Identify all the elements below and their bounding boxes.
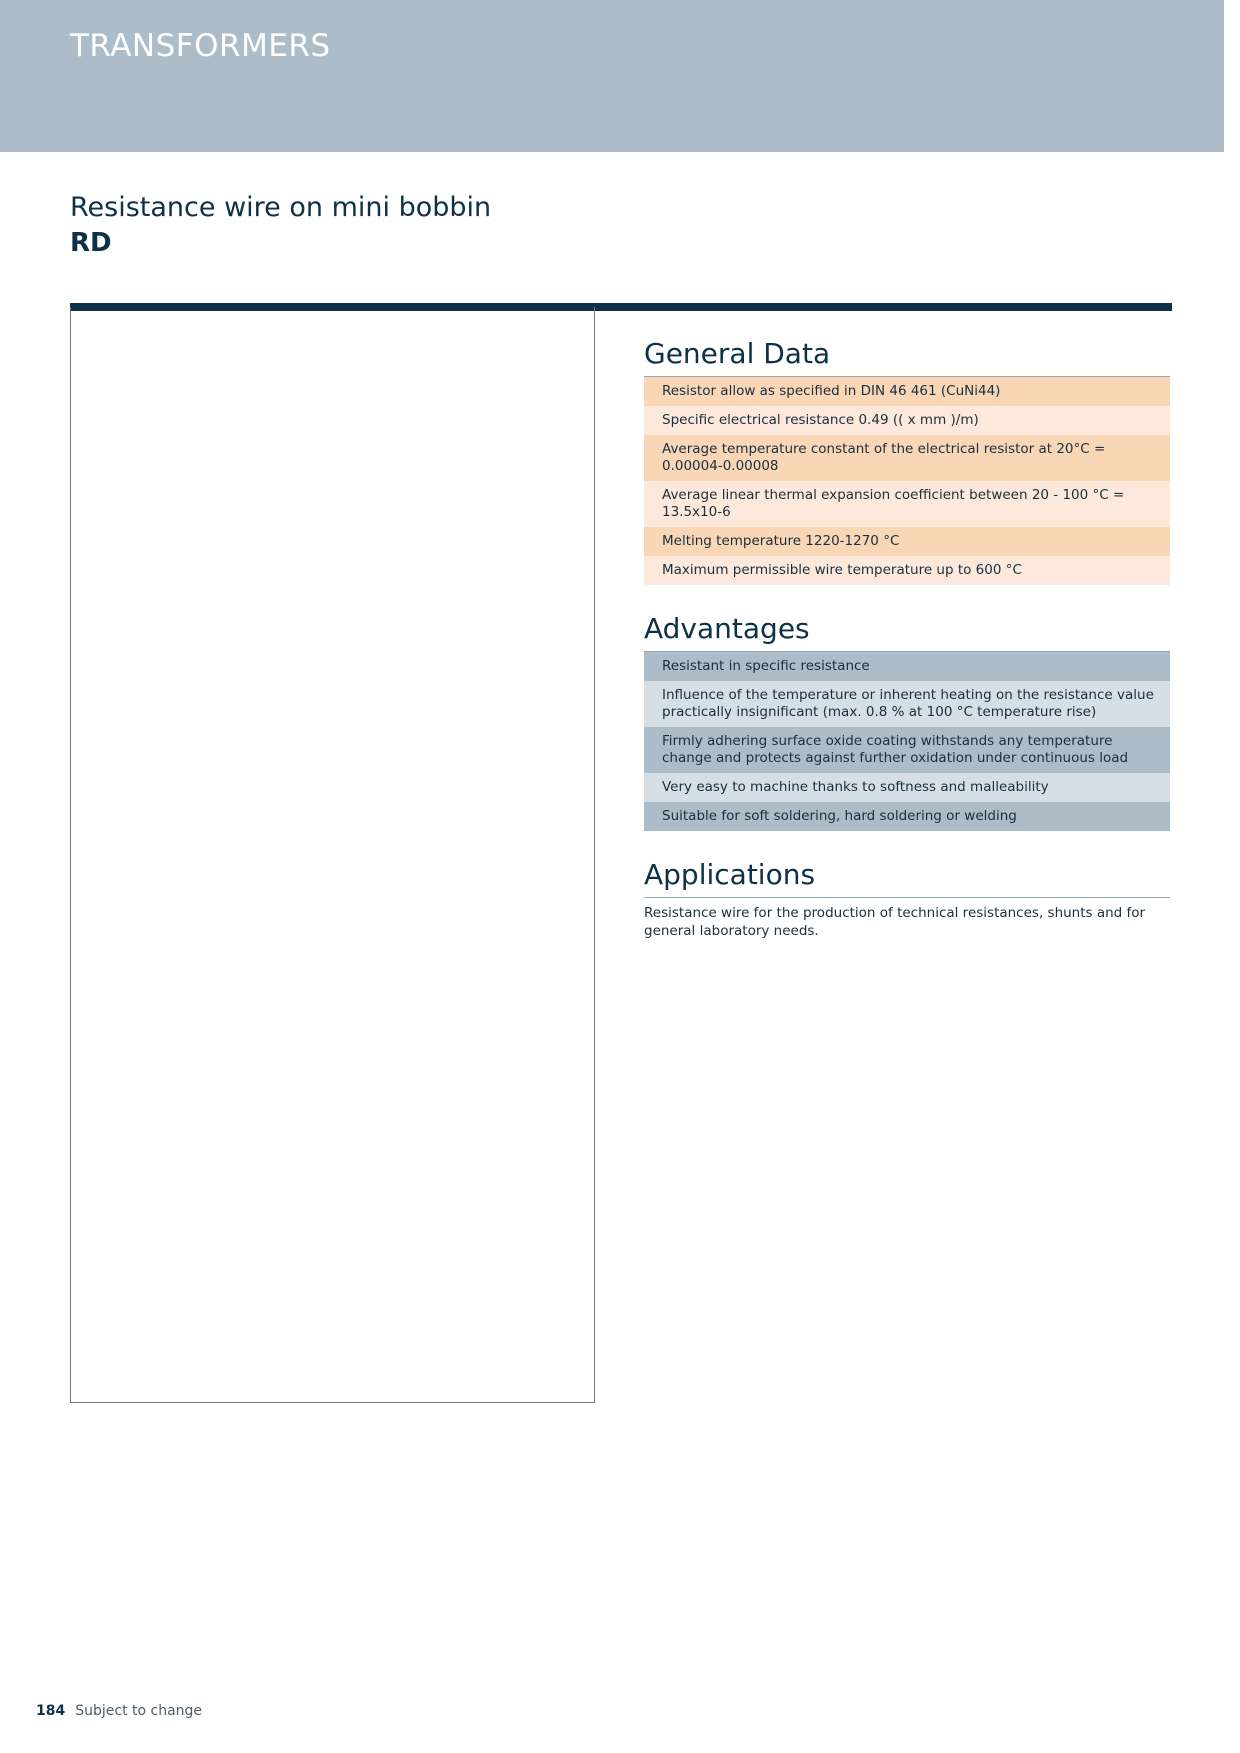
general-data-row: Resistor allow as specified in DIN 46 461 (CuNi44) — [644, 377, 1170, 406]
general-data-row: Maximum permissible wire temperature up to 600 °C — [644, 556, 1170, 585]
product-image-frame — [70, 307, 595, 1403]
general-data-heading: General Data — [644, 336, 1170, 377]
page-footer — [36, 1703, 202, 1719]
product-code: RD — [70, 228, 112, 258]
general-data-row: Specific electrical resistance 0.49 (( x mm )/m) — [644, 406, 1170, 435]
advantage-row: Suitable for soft soldering, hard soldering or welding — [644, 802, 1170, 831]
applications-heading: Applications — [644, 857, 1170, 898]
advantage-row: Influence of the temperature or inherent heating on the resistance value practically insignificant (max. 0.8 % at 100 °C temperature rise) — [644, 681, 1170, 727]
general-data-row: Melting temperature 1220-1270 °C — [644, 527, 1170, 556]
spec-column — [644, 336, 1170, 940]
general-data-row: Average temperature constant of the electrical resistor at 20°C = 0.00004-0.00008 — [644, 435, 1170, 481]
general-data-row: Average linear thermal expansion coefficient between 20 - 100 °C = 13.5x10-6 — [644, 481, 1170, 527]
advantages-heading: Advantages — [644, 611, 1170, 652]
category-title: TRANSFORMERS — [70, 28, 331, 64]
product-title: Resistance wire on mini bobbin — [70, 192, 492, 223]
applications-text: Resistance wire for the production of technical resistances, shunts and for general laboratory needs. — [644, 905, 1146, 939]
advantage-row: Firmly adhering surface oxide coating withstands any temperature change and protects against further oxidation under continuous load — [644, 727, 1170, 773]
advantage-row: Very easy to machine thanks to softness and malleability — [644, 773, 1170, 802]
advantages-list — [644, 652, 1170, 831]
advantage-row: Resistant in specific resistance — [644, 652, 1170, 681]
page-number: 184 — [36, 1703, 66, 1719]
footer-note: Subject to change — [75, 1703, 203, 1719]
general-data-list — [644, 377, 1170, 585]
header-band — [0, 0, 1224, 152]
